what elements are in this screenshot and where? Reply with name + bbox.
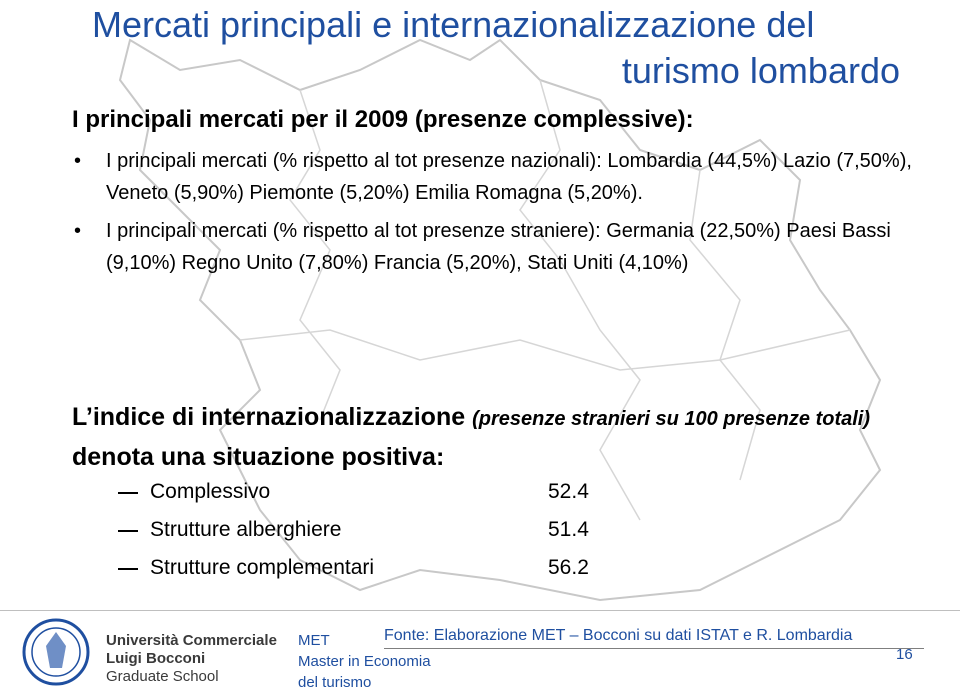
- bullet-text: I principali mercati (% rispetto al tot presenze nazionali): Lombardia (44,5%) Lazio (7,50%), Veneto (5,90%) Piemonte (5,20%) Emilia Romagna (5,20%).: [106, 150, 912, 204]
- index-value: 56.2: [548, 556, 589, 579]
- index-value: 51.4: [548, 518, 589, 541]
- index-label: Strutture complementari: [150, 556, 375, 579]
- bullet-item-national: [72, 145, 922, 209]
- university-line-3: Graduate School: [106, 668, 219, 685]
- title-line-1: Mercati principali e internazionalizzazione del: [92, 4, 815, 45]
- index-label: Complessivo: [150, 480, 271, 503]
- index-label: Strutture alberghiere: [150, 518, 342, 541]
- bullet-list: [72, 145, 922, 285]
- page-number: 16: [896, 646, 913, 663]
- dash-icon: [118, 530, 138, 532]
- dash-icon: [118, 568, 138, 570]
- bullet-dot-icon: •: [74, 150, 82, 172]
- bullet-text: I principali mercati (% rispetto al tot presenze straniere): Germania (22,50%) Paesi Bassi (9,10%) Regno Unito (7,80%) Francia (5,20%), Stati Uniti (4,10%): [106, 220, 891, 274]
- page-title: [60, 2, 900, 94]
- index-heading-main: L’indice di internazionalizzazione: [72, 403, 466, 431]
- source-divider: [384, 648, 924, 649]
- bullet-item-foreign: [72, 215, 922, 279]
- index-heading-note: (presenze stranieri su 100 presenze totali): [472, 408, 871, 430]
- subtitle: I principali mercati per il 2009 (presenze complessive):: [72, 106, 694, 133]
- university-line-2: Luigi Bocconi: [106, 650, 206, 667]
- footer-divider: [0, 610, 960, 611]
- index-value: 52.4: [548, 480, 589, 503]
- university-name: [106, 632, 277, 686]
- met-line-3: del turismo: [298, 674, 372, 691]
- index-heading: [72, 398, 932, 476]
- university-line-1: Università Commerciale: [106, 632, 277, 649]
- met-line-2: Master in Economia: [298, 653, 431, 670]
- bullet-dot-icon: •: [74, 220, 82, 242]
- met-line-1: MET: [298, 632, 330, 649]
- index-heading-tail: denota una situazione positiva:: [72, 443, 445, 471]
- source-note: Fonte: Elaborazione MET – Bocconi su dati ISTAT e R. Lombardia: [384, 627, 853, 644]
- title-line-2: turismo lombardo: [621, 50, 900, 91]
- university-crest-icon: [16, 616, 96, 688]
- dash-icon: [118, 492, 138, 494]
